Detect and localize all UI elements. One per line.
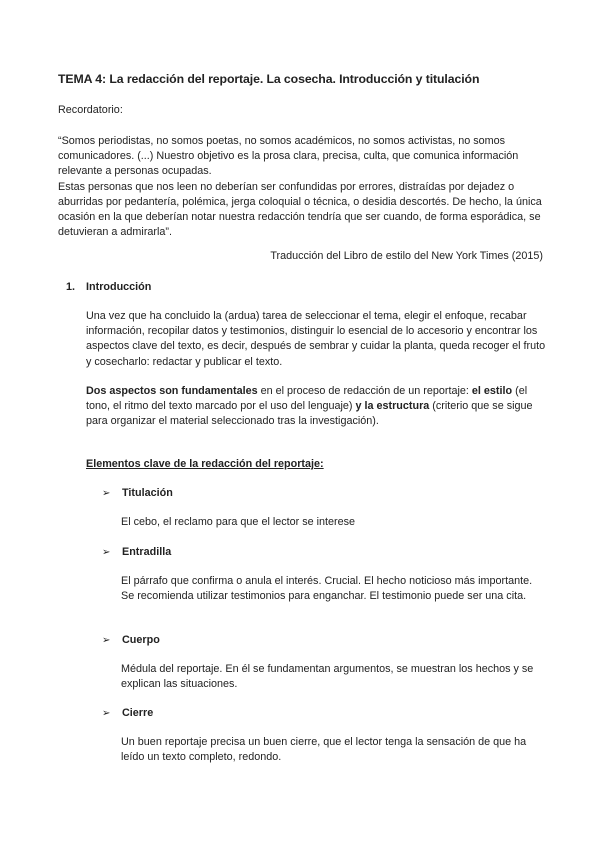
element-heading-label: Cierre xyxy=(122,707,154,719)
quote-paragraph-1: “Somos periodistas, no somos poetas, no somos académicos, no somos activistas, no somos comunicadores. (...) Nuestro objetivo es la prosa clara, precisa, culta, que comunica información relevante a personas ocupadas. xyxy=(58,135,519,178)
element-description-titulacion: El cebo, el reclamo para que el lector se interese xyxy=(121,516,356,528)
arrow-bullet-icon: ➢ xyxy=(102,547,111,558)
arrow-bullet-icon: ➢ xyxy=(102,708,111,719)
aspects-text-3: (criterio que se sigue para organizar el material seleccionado tras la investigación). xyxy=(86,400,533,428)
section-title: Introducción xyxy=(86,281,152,293)
element-heading-cierre xyxy=(102,706,153,721)
aspects-bold-3: y la estructura xyxy=(355,400,430,413)
element-description-entradilla: El párrafo que confirma o anula el interés. Crucial. El hecho noticioso más importante. Se recomienda utilizar testimonios para enganchar. El testimonio puede ser una cita. xyxy=(121,575,533,603)
element-heading-label: Entradilla xyxy=(122,546,172,558)
quote-paragraph-2: Estas personas que nos leen no deberían ser confundidas por errores, distraídas por dejadez o aburridas por pedantería, polémica, jerga coloquial o técnica, o desidia descortés. De hecho, la única ocasión en la que deberían notar nuestra redacción tendría que ser cuando, de forma esporádica, se detuvieran a admirarla”. xyxy=(58,180,542,239)
reminder-label: Recordatorio: xyxy=(58,104,123,116)
element-heading-cuerpo xyxy=(102,633,160,648)
intro-paragraph: Una vez que ha concluido la (ardua) tarea de seleccionar el tema, elegir el enfoque, recabar información, recopilar datos y testimonios, distinguir lo esencial de lo accesorio y encontrar los aspectos clave del texto, es decir, después de sembrar y cuidar la planta, queda recoger el fruto y cosecharlo: redactar y publicar el texto. xyxy=(86,310,546,368)
aspects-text-2: (el tono, el ritmo del texto marcado por el uso del lenguaje) xyxy=(86,385,528,413)
element-heading-label: Titulación xyxy=(122,487,173,499)
element-description-cierre: Un buen reportaje precisa un buen cierre, que el lector tenga la sensación de que ha leído un texto completo, redondo. xyxy=(121,736,527,764)
element-description-cuerpo: Médula del reportaje. En él se fundamentan argumentos, se muestran los hechos y se explican las situaciones. xyxy=(121,663,534,691)
elements-subheading: Elementos clave de la redacción del reportaje: xyxy=(86,458,324,470)
aspects-text-1: en el proceso de redacción de un reportaje: xyxy=(257,385,472,397)
aspects-paragraph xyxy=(86,384,548,430)
quote-source: Traducción del Libro de estilo del New York Times (2015) xyxy=(270,250,543,262)
section-number: 1. xyxy=(66,281,76,293)
section-heading xyxy=(66,280,151,295)
element-heading-titulacion xyxy=(102,486,173,501)
arrow-bullet-icon: ➢ xyxy=(102,635,111,646)
document-title: TEMA 4: La redacción del reportaje. La cosecha. Introducción y titulación xyxy=(58,72,480,86)
arrow-bullet-icon: ➢ xyxy=(102,488,111,499)
element-heading-entradilla xyxy=(102,545,171,560)
element-heading-label: Cuerpo xyxy=(122,634,160,646)
aspects-bold-2: el estilo xyxy=(471,385,513,397)
aspects-bold-1: Dos aspectos son fundamentales xyxy=(86,385,258,397)
quote-block xyxy=(58,134,548,240)
